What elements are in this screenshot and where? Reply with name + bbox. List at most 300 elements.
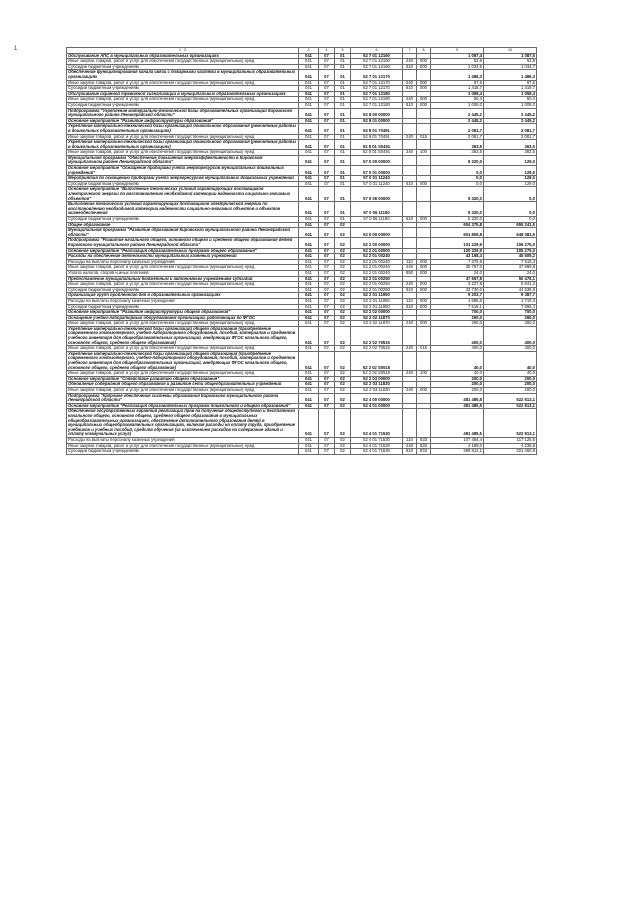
target-article-code: 52 2 03 00000 <box>351 376 403 382</box>
admin-code: 041 <box>299 140 319 150</box>
row-name: Укрепление материально-технической базы организаций дошкольного образования (ремонтные работы в дошкольных образовательных организациях) <box>67 140 299 150</box>
section-code: 07 <box>319 265 335 271</box>
expense-type-code: 610 <box>403 181 417 187</box>
row-name: Муниципальная программа "Обеспечение повышения энергоэффективности в Кировском муниципальном районе Ленинградской области" <box>67 155 299 165</box>
amount-year-2: 1 008,0 <box>484 102 537 108</box>
amount-year-2: 2 445,2 <box>484 118 537 124</box>
amount-year-1: 200,0 <box>431 382 484 388</box>
subsection-code: 01 <box>335 134 351 140</box>
amount-year-1: 400,0 <box>431 346 484 352</box>
admin-code: 041 <box>299 124 319 134</box>
target-article-code: 52 2 01 00250 <box>351 287 403 293</box>
section-code: 07 <box>319 181 335 187</box>
section-code: 07 <box>319 222 335 228</box>
expense-type-code: 610 <box>403 449 417 455</box>
target-article-code: 52 2 03 11830 <box>351 382 403 388</box>
section-code: 07 <box>319 409 335 438</box>
row-name: Подпрограмма "Укрепление материально-технической базы образовательных организаций Кировского муниципального района Ленинградской области" <box>67 108 299 118</box>
target-article-code: 52 2 01 00250 <box>351 276 403 282</box>
expense-type-code: 240 <box>403 134 417 140</box>
amount-year-1: 1 058,4 <box>431 91 484 97</box>
row-name: Укрепление материально-технической базы организаций дошкольного образования (ремонтные работы в дошкольных образовательных организациях) <box>67 124 299 134</box>
admin-code: 041 <box>299 80 319 86</box>
admin-code: 041 <box>299 202 319 217</box>
row-name: Уплата налогов, сборов и иных платежей <box>67 270 299 276</box>
row-name: Субсидии бюджетным учреждениям <box>67 102 299 108</box>
row-name: Расходы на выплаты персоналу казенных учреждений <box>67 437 299 443</box>
amount-year-2: 200,0 <box>484 382 537 388</box>
column-number: 4 <box>319 48 335 54</box>
additional-code: 000 <box>417 265 431 271</box>
row-name: Укрепление материально-технической базы организаций общего образования (приобретение современного компьютерного, учебно-лабораторного оборудования, пособий, материалов и предметов учебного инвентаря для общеобразовательных организаций, внедряющих ФГОС начального общего, основного общего, среднего общего образования) <box>67 351 299 370</box>
amount-year-1: 100 329,9 <box>431 248 484 254</box>
amount-year-1: 40,0 <box>431 371 484 377</box>
subsection-code: 01 <box>335 59 351 65</box>
subsection-code: 01 <box>335 176 351 182</box>
row-name: Иные закупки товаров, работ и услуг для обеспечения государственных (муниципальных) нужд <box>67 134 299 140</box>
subsection-code: 01 <box>335 86 351 92</box>
additional-code: 000 <box>417 64 431 70</box>
section-code: 07 <box>319 155 335 165</box>
row-name: Иные закупки товаров, работ и услуг для обеспечения государственных (муниципальных) нужд <box>67 282 299 288</box>
row-name: Иные закупки товаров, работ и услуг для обеспечения государственных (муниципальных) нужд <box>67 321 299 327</box>
expense-type-code <box>403 409 417 438</box>
target-article-code: 57 0 00 00000 <box>351 155 403 165</box>
amount-year-2: 5 841,3 <box>484 282 537 288</box>
row-name: Подпрограмма "Кадровое обеспечение системы образования Кировского муниципального района Ленинградской области" <box>67 393 299 403</box>
table-row <box>67 238 537 248</box>
amount-year-1: 700,0 <box>431 310 484 316</box>
section-code: 07 <box>319 346 335 352</box>
table-row <box>67 187 537 202</box>
section-code: 07 <box>319 202 335 217</box>
amount-year-2: 50,4 <box>484 97 537 103</box>
section-code: 07 <box>319 166 335 176</box>
amount-year-1: 50,4 <box>431 97 484 103</box>
section-code: 07 <box>319 304 335 310</box>
amount-year-2: 1 418,7 <box>484 86 537 92</box>
amount-year-1: 5 320,0 <box>431 155 484 165</box>
admin-code: 041 <box>299 293 319 299</box>
additional-code: 000 <box>417 259 431 265</box>
expense-type-code: 610 <box>403 287 417 293</box>
row-name: Основное мероприятие "Реализация образовательных программ общего образования" <box>67 248 299 254</box>
target-article-code: 52 7 01 12170 <box>351 70 403 80</box>
target-article-code: 57 0 01 11240 <box>351 181 403 187</box>
target-article-code: 52 8 01 S0491 <box>351 150 403 156</box>
section-code: 07 <box>319 403 335 409</box>
admin-code: 041 <box>299 64 319 70</box>
admin-code: 041 <box>299 108 319 118</box>
amount-year-2: 129,0 <box>484 166 537 176</box>
admin-code: 041 <box>299 382 319 388</box>
amount-year-2: 655 241,5 <box>484 222 537 228</box>
additional-code <box>417 108 431 118</box>
admin-code: 041 <box>299 259 319 265</box>
amount-year-2: 260,0 <box>484 321 537 327</box>
target-article-code: 52 2 02 00000 <box>351 310 403 316</box>
admin-code: 041 <box>299 53 319 59</box>
admin-code: 041 <box>299 282 319 288</box>
amount-year-1: 1 034,6 <box>431 64 484 70</box>
target-article-code: 57 0 06 00000 <box>351 187 403 202</box>
row-name: Субсидии бюджетным учреждениям <box>67 86 299 92</box>
target-article-code: 52 2 01 00000 <box>351 248 403 254</box>
amount-year-1: 1 008,0 <box>431 102 484 108</box>
section-code: 07 <box>319 217 335 223</box>
amount-year-1: 43 168,4 <box>431 254 484 260</box>
row-name: Иные закупки товаров, работ и услуг для обеспечения государственных (муниципальных) нужд <box>67 59 299 65</box>
expense-type-code <box>403 155 417 165</box>
target-article-code: 57 0 01 00000 <box>351 166 403 176</box>
subsection-code: 01 <box>335 91 351 97</box>
subsection-code: 02 <box>335 403 351 409</box>
table-row <box>67 326 537 345</box>
amount-year-2: 117 125,6 <box>484 437 537 443</box>
section-code: 07 <box>319 282 335 288</box>
amount-year-2: 9 387,7 <box>484 293 537 299</box>
section-code: 07 <box>319 248 335 254</box>
admin-code: 041 <box>299 254 319 260</box>
amount-year-2: 260,0 <box>484 315 537 321</box>
additional-code: 833 <box>417 449 431 455</box>
row-name: Субсидии бюджетным учреждениям <box>67 449 299 455</box>
amount-year-2: 200,0 <box>484 388 537 394</box>
amount-year-1: 2 445,2 <box>431 108 484 118</box>
target-article-code: 52 0 00 00000 <box>351 228 403 238</box>
additional-code <box>417 155 431 165</box>
subsection-code: 01 <box>335 70 351 80</box>
row-name: Субсидии бюджетным учреждениям <box>67 287 299 293</box>
amount-year-1: 1 685,6 <box>431 298 484 304</box>
admin-code: 041 <box>299 217 319 223</box>
amount-year-2: 700,0 <box>484 310 537 316</box>
amount-year-1: 2 081,7 <box>431 124 484 134</box>
amount-year-2: 363,5 <box>484 150 537 156</box>
additional-code: 015 <box>417 346 431 352</box>
target-article-code: 52 2 02 11870 <box>351 315 403 321</box>
admin-code: 041 <box>299 351 319 370</box>
target-article-code: 52 4 00 00000 <box>351 393 403 403</box>
target-article-code: 52 2 01 00240 <box>351 254 403 260</box>
row-name: Основное мероприятие "Развитие инфраструктуры образования" <box>67 118 299 124</box>
section-code: 07 <box>319 102 335 108</box>
admin-code: 041 <box>299 118 319 124</box>
subsection-code: 01 <box>335 166 351 176</box>
subsection-code: 01 <box>335 181 351 187</box>
target-article-code: 52 2 02 11870 <box>351 321 403 327</box>
expense-type-code <box>403 393 417 403</box>
subsection-code: 02 <box>335 437 351 443</box>
admin-code: 041 <box>299 326 319 345</box>
corner-mark: 1 <box>14 46 18 52</box>
table-row <box>67 140 537 150</box>
additional-code: 000 <box>417 282 431 288</box>
table-row <box>67 228 537 238</box>
expense-type-code: 240 <box>403 371 417 377</box>
section-code: 07 <box>319 53 335 59</box>
target-article-code: 52 8 01 00000 <box>351 118 403 124</box>
amount-year-2: 7 515,4 <box>484 259 537 265</box>
budget-table-sheet <box>66 47 536 455</box>
section-code: 07 <box>319 108 335 118</box>
amount-year-2: 522 813,1 <box>484 393 537 403</box>
expense-type-code: 240 <box>403 321 417 327</box>
expense-type-code <box>403 187 417 202</box>
table-row <box>67 166 537 176</box>
amount-year-2: 4 236,6 <box>484 443 537 449</box>
row-name: Обслуживание охранной тревожной сигнализации в муниципальных образовательных организациях <box>67 91 299 97</box>
target-article-code: 57 0 06 11180 <box>351 217 403 223</box>
amount-year-2: 2 081,7 <box>484 134 537 140</box>
target-article-code: 52 4 01 71530 <box>351 437 403 443</box>
row-name: Основное мероприятие "Реализация образовательных программ дошкольного и общего образования" <box>67 403 299 409</box>
expense-type-code: 240 <box>403 388 417 394</box>
section-code: 07 <box>319 124 335 134</box>
admin-code: 041 <box>299 276 319 282</box>
amount-year-2: 522 813,1 <box>484 409 537 438</box>
expense-type-code: 240 <box>403 59 417 65</box>
amount-year-2: 50 476,1 <box>484 276 537 282</box>
amount-year-2: 129,0 <box>484 176 537 182</box>
amount-year-2: 0,0 <box>484 202 537 217</box>
section-code: 07 <box>319 393 335 403</box>
row-name: Иные закупки товаров, работ и услуг для обеспечения государственных (муниципальных) нужд <box>67 443 299 449</box>
subsection-code: 02 <box>335 293 351 299</box>
row-name: Субсидии бюджетным учреждениям <box>67 304 299 310</box>
subsection-code: 02 <box>335 282 351 288</box>
admin-code: 041 <box>299 449 319 455</box>
row-name: Обновление содержания общего образования и развитие сети общеобразовательных учреждений <box>67 382 299 388</box>
column-number: 9 <box>431 48 484 54</box>
amount-year-2: 105 275,0 <box>484 248 537 254</box>
additional-code <box>417 326 431 345</box>
amount-year-1: 481 485,5 <box>431 403 484 409</box>
additional-code: 015 <box>417 134 431 140</box>
subsection-code: 02 <box>335 228 351 238</box>
row-name: Субсидии бюджетным учреждениям <box>67 64 299 70</box>
expense-type-code <box>403 108 417 118</box>
additional-code: 000 <box>417 181 431 187</box>
section-code: 07 <box>319 150 335 156</box>
amount-year-1: 5 320,0 <box>431 202 484 217</box>
admin-code: 041 <box>299 187 319 202</box>
target-article-code: 52 2 02 S0515 <box>351 351 403 370</box>
amount-year-2: 401 450,9 <box>484 449 537 455</box>
section-code: 07 <box>319 70 335 80</box>
subsection-code: 02 <box>335 310 351 316</box>
subsection-code: 02 <box>335 321 351 327</box>
row-name: Организация групп продленного дня в образовательных организациях <box>67 293 299 299</box>
subsection-code: 02 <box>335 265 351 271</box>
target-article-code: 52 4 01 71530 <box>351 409 403 438</box>
table-row <box>67 108 537 118</box>
row-name: Муниципальная программа "Развитие образования Кировского муниципального района Ленинградской области" <box>67 228 299 238</box>
row-name: Подпрограмма "Развитие начального общего, основного общего и среднего общего образования детей Кировского муниципального района Ленинградской области" <box>67 238 299 248</box>
target-article-code: 52 2 03 11830 <box>351 388 403 394</box>
admin-code: 041 <box>299 376 319 382</box>
subsection-code: 02 <box>335 298 351 304</box>
admin-code: 041 <box>299 437 319 443</box>
target-article-code: 52 2 01 00240 <box>351 270 403 276</box>
column-number: 10 <box>484 48 537 54</box>
amount-year-2: 45 509,2 <box>484 254 537 260</box>
amount-year-1: 0,0 <box>431 166 484 176</box>
amount-year-1: 5 320,0 <box>431 187 484 202</box>
budget-table-body <box>67 48 537 455</box>
admin-code: 041 <box>299 59 319 65</box>
section-code: 07 <box>319 293 335 299</box>
admin-code: 041 <box>299 222 319 228</box>
subsection-code: 01 <box>335 217 351 223</box>
amount-year-1: 7 376,9 <box>431 259 484 265</box>
target-article-code: 52 2 01 00240 <box>351 265 403 271</box>
column-number: 1 2 <box>67 48 299 54</box>
amount-year-2: 648 081,5 <box>484 228 537 238</box>
additional-code: 000 <box>417 388 431 394</box>
subsection-code: 02 <box>335 238 351 248</box>
row-name: Предоставление муниципальным бюджетным и автономным учреждениям субсидий <box>67 276 299 282</box>
expense-type-code: 610 <box>403 64 417 70</box>
subsection-code: 02 <box>335 248 351 254</box>
column-number: 7 <box>403 48 417 54</box>
row-name: Иные закупки товаров, работ и услуг для обеспечения государственных (муниципальных) нужд <box>67 371 299 377</box>
subsection-code: 02 <box>335 270 351 276</box>
section-code: 07 <box>319 443 335 449</box>
section-code: 07 <box>319 287 335 293</box>
amount-year-1: 200,0 <box>431 376 484 382</box>
admin-code: 041 <box>299 393 319 403</box>
section-code: 07 <box>319 228 335 238</box>
amount-year-2: 1 034,7 <box>484 64 537 70</box>
section-code: 07 <box>319 259 335 265</box>
additional-code: 000 <box>417 59 431 65</box>
section-code: 07 <box>319 321 335 327</box>
subsection-code: 01 <box>335 53 351 59</box>
row-name: Обеспечение государственных гарантий реализации прав на получение общедоступного и бесплатного начального общего, основного общего, среднего общего образования в муниципальных общеобразовательных организациях, обеспечение дополнительного образования детей в муниципальных общеобразовательных организациях, включая расходы на оплату труда, приобретение учебников и учебных пособий, средств обучения (за исключением расходов на содержание зданий и оплату коммунальных услуг) <box>67 409 299 438</box>
row-name: Иные закупки товаров, работ и услуг для обеспечения государственных (муниципальных) нужд <box>67 80 299 86</box>
target-article-code: 52 2 02 70515 <box>351 326 403 345</box>
expense-type-code: 240 <box>403 97 417 103</box>
row-name: Мероприятия по оснащению приборами учета энергоресурсов муниципальных дошкольных учреждений <box>67 176 299 182</box>
amount-year-2: 40,0 <box>484 371 537 377</box>
expense-type-code <box>403 124 417 134</box>
row-name: Основное мероприятие "Выполнение технических условий гарантирующих поставщиков электрической энергии по восстановлению необходимой категории надежности социально-значимых объектов" <box>67 187 299 202</box>
target-article-code: 52 4 01 71530 <box>351 449 403 455</box>
admin-code: 041 <box>299 265 319 271</box>
admin-code: 041 <box>299 150 319 156</box>
target-article-code: 52 7 01 12160 <box>351 59 403 65</box>
amount-year-2: 400,0 <box>484 346 537 352</box>
subsection-code: 01 <box>335 150 351 156</box>
row-name: Иные закупки товаров, работ и услуг для обеспечения государственных (муниципальных) нужд <box>67 150 299 156</box>
expense-type-code <box>403 140 417 150</box>
row-name: Укрепление материально-технической базы организаций общего образования (приобретение современного компьютерного, учебно-лабораторного оборудования, пособий, материалов и предметов учебного инвентаря для общеобразовательных организаций, внедряющих ФГОС начального общего, основного общего, среднего общего образования) <box>67 326 299 345</box>
section-code: 07 <box>319 140 335 150</box>
expense-type-code: 850 <box>403 270 417 276</box>
column-number: 3 <box>299 48 319 54</box>
amount-year-2: 2 445,2 <box>484 108 537 118</box>
amount-year-2: 1 058,4 <box>484 91 537 97</box>
section-code: 07 <box>319 91 335 97</box>
amount-year-2: 1 087,5 <box>484 53 537 59</box>
amount-year-1: 107 484,4 <box>431 437 484 443</box>
admin-code: 041 <box>299 86 319 92</box>
target-article-code: 52 2 01 00240 <box>351 259 403 265</box>
admin-code: 041 <box>299 298 319 304</box>
admin-code: 041 <box>299 409 319 438</box>
subsection-code: 01 <box>335 155 351 165</box>
amount-year-2: 522 813,1 <box>484 403 537 409</box>
additional-code <box>417 166 431 176</box>
target-article-code: 52 8 01 70491 <box>351 124 403 134</box>
target-article-code: 52 8 01 S0491 <box>351 140 403 150</box>
admin-code: 041 <box>299 228 319 238</box>
amount-year-1: 2 445,2 <box>431 118 484 124</box>
subsection-code: 02 <box>335 371 351 377</box>
row-name: Иные закупки товаров, работ и услуг для обеспечения государственных (муниципальных) нужд <box>67 97 299 103</box>
admin-code: 041 <box>299 166 319 176</box>
column-number: 8 <box>417 48 431 54</box>
additional-code: 000 <box>417 270 431 276</box>
expense-type-code: 110 <box>403 298 417 304</box>
subsection-code: 01 <box>335 80 351 86</box>
table-row <box>67 155 537 165</box>
row-name: Иные закупки товаров, работ и услуг для обеспечения государственных (муниципальных) нужд <box>67 388 299 394</box>
row-name: Расходы на выплаты персоналу казенных учреждений <box>67 259 299 265</box>
amount-year-1: 0,0 <box>431 181 484 187</box>
expense-type-code <box>403 351 417 370</box>
target-article-code: 52 8 00 00000 <box>351 108 403 118</box>
target-article-code: 52 7 01 12170 <box>351 86 403 92</box>
subsection-code: 02 <box>335 376 351 382</box>
target-article-code: 57 0 06 11180 <box>351 202 403 217</box>
subsection-code: 02 <box>335 315 351 321</box>
additional-code: 000 <box>417 102 431 108</box>
row-name: Субсидии бюджетным учреждениям <box>67 181 299 187</box>
admin-code: 041 <box>299 388 319 394</box>
amount-year-1: 604 375,8 <box>431 222 484 228</box>
expense-type-code: 240 <box>403 282 417 288</box>
expense-type-code <box>403 202 417 217</box>
amount-year-1: 4 189,0 <box>431 443 484 449</box>
row-name: Расходы на выплаты персоналу казенных учреждений <box>67 298 299 304</box>
target-article-code: 52 7 01 12180 <box>351 97 403 103</box>
row-name: Иные закупки товаров, работ и услуг для обеспечения государственных (муниципальных) нужд <box>67 265 299 271</box>
amount-year-2: 52,8 <box>484 59 537 65</box>
section-code: 07 <box>319 80 335 86</box>
additional-code <box>417 124 431 134</box>
amount-year-1: 2 081,7 <box>431 134 484 140</box>
expense-type-code: 240 <box>403 443 417 449</box>
amount-year-1: 52,8 <box>431 59 484 65</box>
additional-code: 100 <box>417 150 431 156</box>
admin-code: 041 <box>299 321 319 327</box>
admin-code: 041 <box>299 97 319 103</box>
amount-year-2: 0,0 <box>484 217 537 223</box>
target-article-code: 52 2 00 00000 <box>351 238 403 248</box>
additional-code <box>417 351 431 370</box>
expense-type-code: 610 <box>403 102 417 108</box>
section-code: 07 <box>319 118 335 124</box>
additional-code: 833 <box>417 443 431 449</box>
subsection-code: 02 <box>335 409 351 438</box>
subsection-code: 02 <box>335 326 351 345</box>
additional-code <box>417 238 431 248</box>
subsection-code: 02 <box>335 346 351 352</box>
target-article-code: 52 4 01 71530 <box>351 443 403 449</box>
row-name: Субсидии бюджетным учреждениям <box>67 217 299 223</box>
